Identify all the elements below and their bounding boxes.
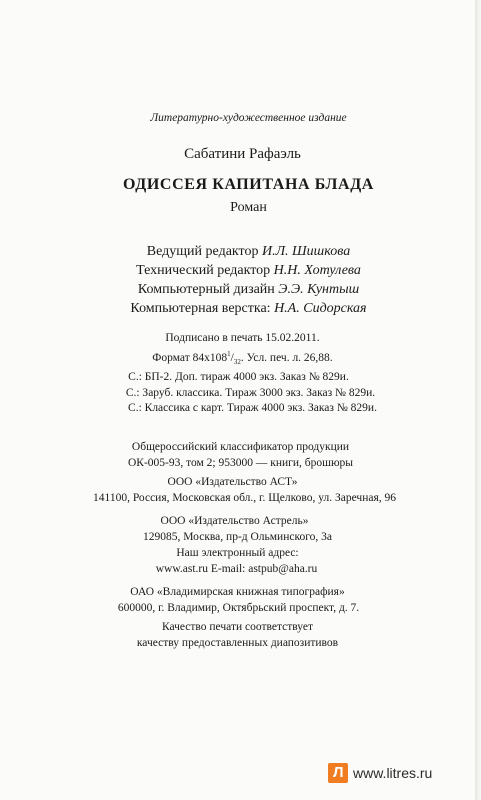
printer-address: 600000, г. Владимир, Октябрьский проспект, д. 7. (117, 602, 360, 614)
credit-layout: Компьютерная верстка: Н.А. Сидорская (130, 301, 367, 316)
book-subtitle: Роман (230, 200, 267, 215)
print-run-line: С.: Классика с карт. Тираж 4000 экз. Заказ № 829и. (128, 402, 377, 415)
litres-logo-icon: Л (328, 763, 348, 783)
print-run-line: С.: Заруб. классика. Тираж 3000 экз. Заказ № 829и. (125, 386, 376, 399)
publisher-info (0, 474, 481, 651)
quality-note: качеству предоставленных диапозитивов (136, 637, 339, 649)
credit-designer: Компьютерный дизайн Э.Э. Кунтыш (137, 282, 360, 297)
genre-label: Литературно-художественное издание (150, 112, 347, 124)
publisher-ast-address: 141100, Россия, Московская обл., г. Щелково, ул. Заречная, 96 (93, 492, 396, 504)
email-line: www.ast.ru E-mail: astpub@aha.ru (155, 563, 318, 575)
book-title: ОДИССЕЯ КАПИТАНА БЛАДА (123, 176, 374, 193)
litres-watermark (328, 763, 476, 783)
credit-lead-editor: Ведущий редактор И.Л. Шишкова (146, 244, 351, 259)
staff-credits (0, 242, 481, 318)
email-label: Наш электронный адрес: (176, 547, 299, 559)
print-details (0, 331, 481, 417)
publisher-astrel-name: ООО «Издательство Астрель» (160, 515, 309, 527)
quality-note: Качество печати соответствует (161, 621, 314, 633)
format-line: Формат $84х108^1/_{32}$. Усл. печ. л. 26,88. (152, 349, 333, 366)
printer-name: ОАО «Владимирская книжная типография» (130, 586, 345, 598)
publisher-ast-name: ООО «Издательство АСТ» (167, 476, 298, 488)
classifier-line: ОК-005-93, том 2; 953000 — книги, брошюры (127, 456, 354, 469)
signed-date: Подписано в печать 15.02.2011. (165, 332, 320, 344)
classifier (0, 440, 481, 471)
credit-tech-editor: Технический редактор Н.Н. Хотулева (136, 263, 361, 278)
publisher-astrel-address: 129085, Москва, пр-д Ольминского, 3а (142, 531, 333, 543)
litres-url: www.litres.ru (353, 765, 433, 781)
print-run-line: С.: БП-2. Доп. тираж 4000 экз. Заказ № 829и. (128, 371, 349, 384)
classifier-line: Общероссийский классификатор продукции (131, 441, 350, 453)
author-name: Сабатини Рафаэль (184, 146, 301, 162)
